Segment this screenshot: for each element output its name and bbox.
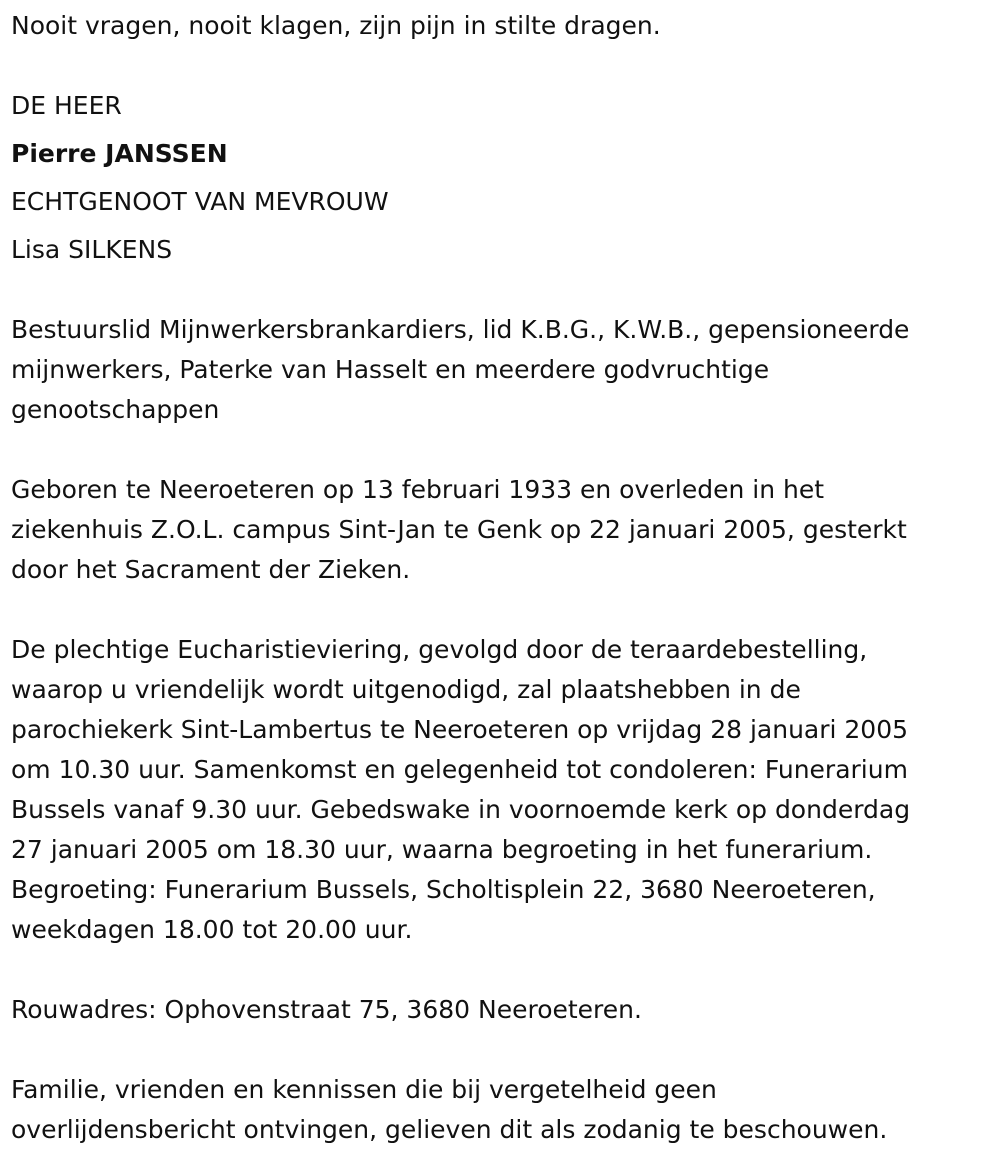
motto: Nooit vragen, nooit klagen, zijn pijn in stilte dragen. xyxy=(11,11,661,40)
ceremony-line: Bussels vanaf 9.30 uur. Gebedswake in voornoemde kerk op donderdag xyxy=(11,795,911,824)
closing-paragraph xyxy=(11,1070,986,1150)
birth-death-line: Geboren te Neeroeteren op 13 februari 1933 en overleden in het xyxy=(11,475,825,504)
spouse-name: Lisa SILKENS xyxy=(11,235,173,264)
ceremony-line: Begroeting: Funerarium Bussels, Scholtisplein 22, 3680 Neeroeteren, xyxy=(11,875,876,904)
ceremony-line: waarop u vriendelijk wordt uitgenodigd, zal plaatshebben in de xyxy=(11,675,801,704)
birth-death-line: ziekenhuis Z.O.L. campus Sint-Jan te Genk op 22 januari 2005, gesterkt xyxy=(11,515,907,544)
ceremony-paragraph xyxy=(11,630,986,950)
mourning-address: Rouwadres: Ophovenstraat 75, 3680 Neeroeteren. xyxy=(11,995,642,1024)
birth-death-line: door het Sacrament der Zieken. xyxy=(11,555,411,584)
affiliations-line: genootschappen xyxy=(11,395,220,424)
ceremony-line: weekdagen 18.00 tot 20.00 uur. xyxy=(11,915,413,944)
ceremony-line: parochiekerk Sint-Lambertus te Neeroeteren op vrijdag 28 januari 2005 xyxy=(11,715,909,744)
ceremony-line: 27 januari 2005 om 18.30 uur, waarna begroeting in het funerarium. xyxy=(11,835,873,864)
ceremony-line: De plechtige Eucharistieviering, gevolgd door de teraardebestelling, xyxy=(11,635,868,664)
relation-label: ECHTGENOOT VAN MEVROUW xyxy=(11,187,389,216)
closing-line: Familie, vrienden en kennissen die bij vergetelheid geen xyxy=(11,1075,717,1104)
affiliations-line: mijnwerkers, Paterke van Hasselt en meerdere godvruchtige xyxy=(11,355,770,384)
deceased-name: Pierre JANSSEN xyxy=(11,139,228,168)
ceremony-line: om 10.30 uur. Samenkomst en gelegenheid tot condoleren: Funerarium xyxy=(11,755,908,784)
affiliations-paragraph xyxy=(11,310,986,430)
closing-line: overlijdensbericht ontvingen, gelieven dit als zodanig te beschouwen. xyxy=(11,1115,888,1144)
birth-death-paragraph xyxy=(11,470,986,590)
affiliations-line: Bestuurslid Mijnwerkersbrankardiers, lid K.B.G., K.W.B., gepensioneerde xyxy=(11,315,910,344)
title-prefix: DE HEER xyxy=(11,91,122,120)
